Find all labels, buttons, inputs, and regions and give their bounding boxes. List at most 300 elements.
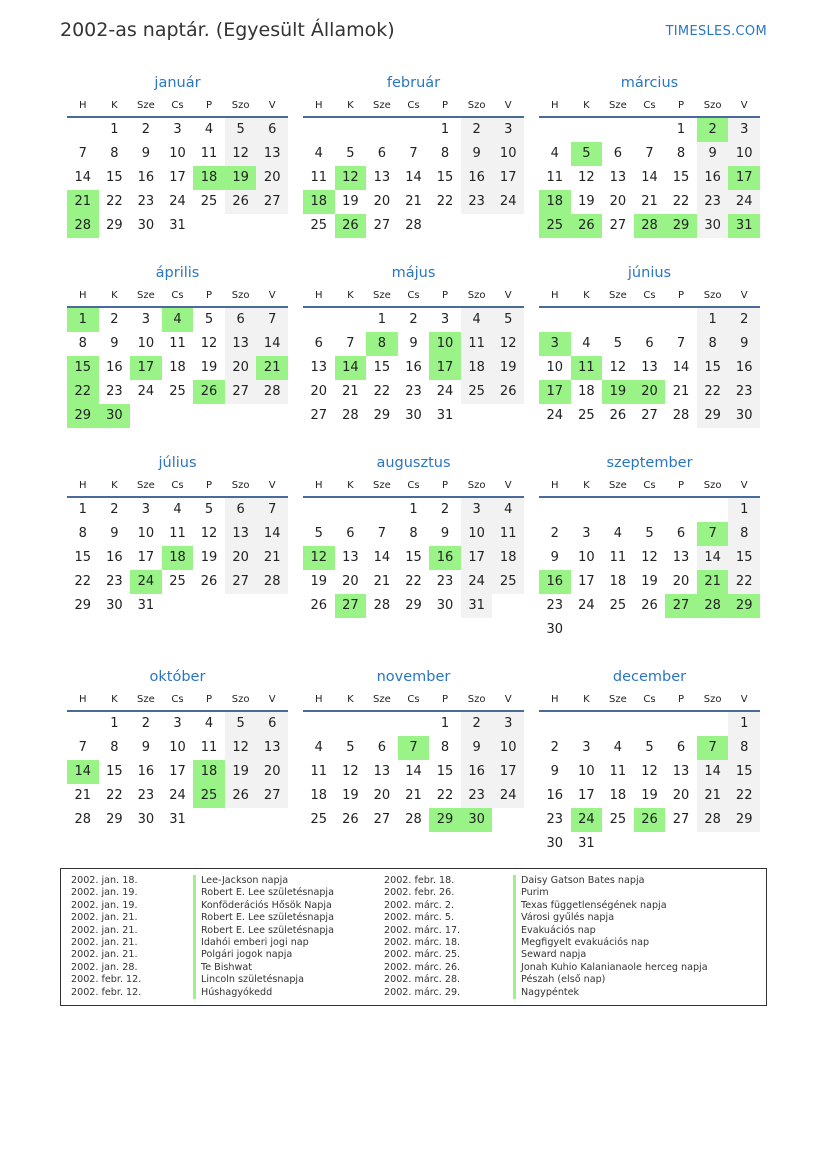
day-cell[interactable]: 16 <box>728 356 760 380</box>
day-cell[interactable]: 26 <box>492 380 524 404</box>
day-cell[interactable]: 20 <box>373 788 391 803</box>
day-cell[interactable]: 12 <box>225 736 257 760</box>
day-cell[interactable]: 9 <box>461 142 493 166</box>
day-cell[interactable]: 9 <box>728 332 760 356</box>
day-cell[interactable]: 3 <box>728 118 760 142</box>
day-cell[interactable]: 2 <box>110 312 119 327</box>
day-cell[interactable]: 14 <box>74 170 92 185</box>
day-cell[interactable]: 21 <box>256 546 288 570</box>
day-cell[interactable]: 25 <box>492 570 524 594</box>
day-cell[interactable]: 17 <box>492 760 524 784</box>
day-cell[interactable]: 19 <box>492 356 524 380</box>
day-cell[interactable]: 6 <box>225 498 257 522</box>
day-cell[interactable]: 16 <box>405 360 422 375</box>
holiday-day[interactable]: 5 <box>571 142 603 166</box>
day-cell[interactable]: 3 <box>582 740 591 755</box>
day-cell[interactable]: 5 <box>204 502 214 517</box>
holiday-day[interactable]: 17 <box>539 380 571 404</box>
holiday-day[interactable]: 29 <box>429 808 461 832</box>
holiday-day[interactable]: 19 <box>602 380 634 404</box>
day-cell[interactable]: 8 <box>676 146 686 161</box>
day-cell[interactable]: 26 <box>641 598 658 613</box>
day-cell[interactable]: 11 <box>310 170 328 185</box>
day-cell[interactable]: 14 <box>697 546 729 570</box>
day-cell[interactable]: 12 <box>609 360 627 375</box>
day-cell[interactable]: 8 <box>409 526 418 541</box>
day-cell[interactable]: 28 <box>256 380 288 404</box>
day-cell[interactable]: 24 <box>492 784 524 808</box>
day-cell[interactable]: 14 <box>373 550 391 565</box>
day-cell[interactable]: 27 <box>310 408 328 423</box>
day-cell[interactable]: 7 <box>78 146 87 161</box>
day-cell[interactable]: 8 <box>728 736 760 760</box>
holiday-day[interactable]: 18 <box>193 760 225 784</box>
day-cell[interactable]: 7 <box>78 740 87 755</box>
day-cell[interactable]: 19 <box>641 574 658 589</box>
day-cell[interactable]: 9 <box>550 764 559 779</box>
day-cell[interactable]: 21 <box>342 384 359 399</box>
day-cell[interactable]: 16 <box>461 166 493 190</box>
holiday-day[interactable]: 4 <box>162 308 194 332</box>
day-cell[interactable]: 3 <box>492 712 524 736</box>
day-cell[interactable]: 22 <box>74 574 92 589</box>
day-cell[interactable]: 27 <box>225 380 257 404</box>
day-cell[interactable]: 23 <box>106 384 123 399</box>
day-cell[interactable]: 12 <box>342 764 359 779</box>
day-cell[interactable]: 15 <box>106 764 123 779</box>
day-cell[interactable]: 21 <box>672 384 690 399</box>
holiday-day[interactable]: 26 <box>193 380 225 404</box>
day-cell[interactable]: 4 <box>582 336 591 351</box>
day-cell[interactable]: 27 <box>373 812 391 827</box>
day-cell[interactable]: 20 <box>225 546 257 570</box>
day-cell[interactable]: 4 <box>613 526 623 541</box>
day-cell[interactable]: 24 <box>546 408 564 423</box>
day-cell[interactable]: 5 <box>346 146 355 161</box>
day-cell[interactable]: 27 <box>641 408 658 423</box>
day-cell[interactable]: 15 <box>106 170 123 185</box>
day-cell[interactable]: 7 <box>256 308 288 332</box>
day-cell[interactable]: 2 <box>110 502 119 517</box>
day-cell[interactable]: 9 <box>697 142 729 166</box>
day-cell[interactable]: 3 <box>440 312 450 327</box>
day-cell[interactable]: 20 <box>256 760 288 784</box>
day-cell[interactable]: 13 <box>672 764 690 779</box>
day-cell[interactable]: 7 <box>377 526 387 541</box>
day-cell[interactable]: 22 <box>373 384 391 399</box>
holiday-day[interactable]: 17 <box>728 166 760 190</box>
holiday-day[interactable]: 16 <box>539 570 571 594</box>
day-cell[interactable]: 27 <box>609 218 627 233</box>
day-cell[interactable]: 1 <box>78 502 87 517</box>
day-cell[interactable]: 23 <box>137 194 155 209</box>
day-cell[interactable]: 13 <box>256 142 288 166</box>
day-cell[interactable]: 26 <box>609 408 627 423</box>
holiday-day[interactable]: 26 <box>335 214 367 238</box>
day-cell[interactable]: 24 <box>492 190 524 214</box>
day-cell[interactable]: 7 <box>256 498 288 522</box>
day-cell[interactable]: 30 <box>405 408 422 423</box>
day-cell[interactable]: 25 <box>461 380 493 404</box>
day-cell[interactable]: 18 <box>492 546 524 570</box>
day-cell[interactable]: 3 <box>141 502 151 517</box>
day-cell[interactable]: 26 <box>310 598 328 613</box>
day-cell[interactable]: 12 <box>200 526 218 541</box>
day-cell[interactable]: 20 <box>672 788 690 803</box>
day-cell[interactable]: 21 <box>405 788 422 803</box>
day-cell[interactable]: 25 <box>310 812 328 827</box>
day-cell[interactable]: 21 <box>641 194 658 209</box>
holiday-day[interactable]: 14 <box>67 760 99 784</box>
day-cell[interactable]: 23 <box>137 788 155 803</box>
day-cell[interactable]: 28 <box>74 812 92 827</box>
day-cell[interactable]: 18 <box>310 788 328 803</box>
day-cell[interactable]: 29 <box>373 408 391 423</box>
day-cell[interactable]: 21 <box>697 784 729 808</box>
day-cell[interactable]: 2 <box>141 716 151 731</box>
holiday-day[interactable]: 27 <box>335 594 367 618</box>
day-cell[interactable]: 27 <box>672 812 690 827</box>
holiday-day[interactable]: 28 <box>634 214 666 238</box>
day-cell[interactable]: 13 <box>225 522 257 546</box>
day-cell[interactable]: 12 <box>641 550 658 565</box>
day-cell[interactable]: 30 <box>697 214 729 238</box>
holiday-day[interactable]: 26 <box>634 808 666 832</box>
day-cell[interactable]: 28 <box>672 408 690 423</box>
day-cell[interactable]: 24 <box>137 384 155 399</box>
day-cell[interactable]: 7 <box>346 336 355 351</box>
holiday-day[interactable]: 21 <box>256 356 288 380</box>
day-cell[interactable]: 23 <box>461 784 493 808</box>
day-cell[interactable]: 28 <box>342 408 359 423</box>
holiday-day[interactable]: 28 <box>67 214 99 238</box>
holiday-day[interactable]: 31 <box>728 214 760 238</box>
day-cell[interactable]: 10 <box>546 360 564 375</box>
day-cell[interactable]: 1 <box>676 122 686 137</box>
day-cell[interactable]: 18 <box>609 788 627 803</box>
day-cell[interactable]: 20 <box>310 384 328 399</box>
day-cell[interactable]: 23 <box>461 190 493 214</box>
day-cell[interactable]: 10 <box>137 526 155 541</box>
holiday-day[interactable]: 12 <box>303 546 335 570</box>
day-cell[interactable]: 18 <box>461 356 493 380</box>
day-cell[interactable]: 26 <box>225 784 257 808</box>
day-cell[interactable]: 23 <box>106 574 123 589</box>
day-cell[interactable]: 9 <box>141 740 151 755</box>
day-cell[interactable]: 5 <box>645 526 654 541</box>
day-cell[interactable]: 31 <box>461 594 493 618</box>
day-cell[interactable]: 13 <box>225 332 257 356</box>
holiday-day[interactable]: 18 <box>162 546 194 570</box>
day-cell[interactable]: 21 <box>74 788 92 803</box>
day-cell[interactable]: 5 <box>225 712 257 736</box>
holiday-day[interactable]: 12 <box>335 166 367 190</box>
holiday-day[interactable]: 29 <box>728 594 760 618</box>
day-cell[interactable]: 13 <box>342 550 359 565</box>
day-cell[interactable]: 26 <box>342 812 359 827</box>
day-cell[interactable]: 11 <box>461 332 493 356</box>
holiday-day[interactable]: 2 <box>697 118 729 142</box>
day-cell[interactable]: 6 <box>377 740 387 755</box>
holiday-day[interactable]: 19 <box>225 166 257 190</box>
day-cell[interactable]: 10 <box>461 522 493 546</box>
holiday-day[interactable]: 17 <box>429 356 461 380</box>
day-cell[interactable]: 31 <box>578 836 595 851</box>
day-cell[interactable]: 24 <box>461 570 493 594</box>
day-cell[interactable]: 10 <box>137 336 155 351</box>
day-cell[interactable]: 9 <box>461 736 493 760</box>
day-cell[interactable]: 23 <box>546 598 564 613</box>
day-cell[interactable]: 15 <box>436 170 454 185</box>
day-cell[interactable]: 29 <box>405 598 422 613</box>
day-cell[interactable]: 24 <box>169 788 186 803</box>
holiday-day[interactable]: 16 <box>429 546 461 570</box>
day-cell[interactable]: 29 <box>697 404 729 428</box>
day-cell[interactable]: 19 <box>200 360 218 375</box>
day-cell[interactable]: 4 <box>613 740 623 755</box>
day-cell[interactable]: 8 <box>728 522 760 546</box>
holiday-day[interactable]: 18 <box>303 190 335 214</box>
day-cell[interactable]: 26 <box>200 574 218 589</box>
day-cell[interactable]: 9 <box>110 526 119 541</box>
day-cell[interactable]: 6 <box>256 712 288 736</box>
day-cell[interactable]: 17 <box>137 550 155 565</box>
day-cell[interactable]: 23 <box>728 380 760 404</box>
day-cell[interactable]: 22 <box>106 194 123 209</box>
day-cell[interactable]: 18 <box>578 384 595 399</box>
day-cell[interactable]: 2 <box>550 740 559 755</box>
holiday-day[interactable]: 1 <box>67 308 99 332</box>
day-cell[interactable]: 4 <box>204 122 214 137</box>
day-cell[interactable]: 2 <box>550 526 559 541</box>
day-cell[interactable]: 1 <box>697 308 729 332</box>
day-cell[interactable]: 5 <box>492 308 524 332</box>
day-cell[interactable]: 1 <box>440 716 450 731</box>
day-cell[interactable]: 13 <box>310 360 328 375</box>
day-cell[interactable]: 8 <box>110 146 119 161</box>
day-cell[interactable]: 27 <box>225 570 257 594</box>
day-cell[interactable]: 16 <box>106 360 123 375</box>
day-cell[interactable]: 11 <box>546 170 564 185</box>
day-cell[interactable]: 15 <box>728 760 760 784</box>
day-cell[interactable]: 29 <box>74 598 92 613</box>
day-cell[interactable]: 7 <box>676 336 686 351</box>
day-cell[interactable]: 9 <box>440 526 450 541</box>
day-cell[interactable]: 30 <box>728 404 760 428</box>
holiday-day[interactable]: 22 <box>67 380 99 404</box>
day-cell[interactable]: 17 <box>169 764 186 779</box>
day-cell[interactable]: 10 <box>728 142 760 166</box>
day-cell[interactable]: 13 <box>373 764 391 779</box>
day-cell[interactable]: 14 <box>256 332 288 356</box>
day-cell[interactable]: 10 <box>492 736 524 760</box>
holiday-day[interactable]: 17 <box>130 356 162 380</box>
day-cell[interactable]: 20 <box>256 166 288 190</box>
day-cell[interactable]: 1 <box>409 502 418 517</box>
day-cell[interactable]: 22 <box>697 380 729 404</box>
day-cell[interactable]: 12 <box>578 170 595 185</box>
day-cell[interactable]: 23 <box>697 190 729 214</box>
day-cell[interactable]: 30 <box>137 812 155 827</box>
day-cell[interactable]: 6 <box>613 146 623 161</box>
holiday-day[interactable]: 7 <box>398 736 430 760</box>
day-cell[interactable]: 3 <box>141 312 151 327</box>
day-cell[interactable]: 3 <box>173 716 182 731</box>
day-cell[interactable]: 8 <box>440 740 450 755</box>
day-cell[interactable]: 6 <box>676 740 686 755</box>
day-cell[interactable]: 2 <box>409 312 418 327</box>
day-cell[interactable]: 28 <box>405 218 422 233</box>
day-cell[interactable]: 2 <box>141 122 151 137</box>
day-cell[interactable]: 31 <box>137 598 155 613</box>
holiday-day[interactable]: 7 <box>697 522 729 546</box>
day-cell[interactable]: 13 <box>256 736 288 760</box>
day-cell[interactable]: 6 <box>346 526 355 541</box>
day-cell[interactable]: 22 <box>728 570 760 594</box>
day-cell[interactable]: 19 <box>641 788 658 803</box>
day-cell[interactable]: 23 <box>436 574 454 589</box>
day-cell[interactable]: 12 <box>492 332 524 356</box>
holiday-day[interactable]: 24 <box>571 808 603 832</box>
holiday-day[interactable]: 15 <box>67 356 99 380</box>
day-cell[interactable]: 6 <box>314 336 323 351</box>
day-cell[interactable]: 21 <box>405 194 422 209</box>
day-cell[interactable]: 25 <box>200 194 218 209</box>
day-cell[interactable]: 15 <box>697 356 729 380</box>
day-cell[interactable]: 13 <box>641 360 658 375</box>
holiday-day[interactable]: 20 <box>634 380 666 404</box>
holiday-day[interactable]: 7 <box>697 736 729 760</box>
day-cell[interactable]: 17 <box>169 170 186 185</box>
day-cell[interactable]: 5 <box>346 740 355 755</box>
day-cell[interactable]: 1 <box>110 122 119 137</box>
holiday-day[interactable]: 30 <box>99 404 131 428</box>
day-cell[interactable]: 27 <box>256 190 288 214</box>
day-cell[interactable]: 22 <box>106 788 123 803</box>
holiday-day[interactable]: 11 <box>571 356 603 380</box>
day-cell[interactable]: 17 <box>492 166 524 190</box>
holiday-day[interactable]: 14 <box>335 356 367 380</box>
day-cell[interactable]: 21 <box>373 574 391 589</box>
day-cell[interactable]: 9 <box>141 146 151 161</box>
day-cell[interactable]: 25 <box>578 408 595 423</box>
day-cell[interactable]: 22 <box>436 194 454 209</box>
day-cell[interactable]: 9 <box>550 550 559 565</box>
day-cell[interactable]: 11 <box>609 764 627 779</box>
day-cell[interactable]: 16 <box>137 764 155 779</box>
day-cell[interactable]: 8 <box>78 336 87 351</box>
day-cell[interactable]: 9 <box>110 336 119 351</box>
day-cell[interactable]: 9 <box>409 336 418 351</box>
day-cell[interactable]: 30 <box>546 836 564 851</box>
holiday-day[interactable]: 26 <box>571 214 603 238</box>
day-cell[interactable]: 8 <box>440 146 450 161</box>
day-cell[interactable]: 2 <box>728 308 760 332</box>
day-cell[interactable]: 28 <box>697 808 729 832</box>
day-cell[interactable]: 8 <box>78 526 87 541</box>
day-cell[interactable]: 5 <box>225 118 257 142</box>
day-cell[interactable]: 13 <box>373 170 391 185</box>
day-cell[interactable]: 5 <box>645 740 654 755</box>
day-cell[interactable]: 19 <box>310 574 328 589</box>
holiday-day[interactable]: 18 <box>193 166 225 190</box>
day-cell[interactable]: 20 <box>225 356 257 380</box>
day-cell[interactable]: 19 <box>342 194 359 209</box>
day-cell[interactable]: 8 <box>110 740 119 755</box>
day-cell[interactable]: 16 <box>546 788 564 803</box>
holiday-day[interactable]: 8 <box>366 332 398 356</box>
day-cell[interactable]: 11 <box>200 740 218 755</box>
day-cell[interactable]: 19 <box>578 194 595 209</box>
day-cell[interactable]: 4 <box>492 498 524 522</box>
day-cell[interactable]: 3 <box>582 526 591 541</box>
day-cell[interactable]: 15 <box>74 550 92 565</box>
day-cell[interactable]: 14 <box>405 764 422 779</box>
day-cell[interactable]: 30 <box>546 622 564 637</box>
day-cell[interactable]: 24 <box>169 194 186 209</box>
day-cell[interactable]: 14 <box>256 522 288 546</box>
day-cell[interactable]: 30 <box>106 598 123 613</box>
day-cell[interactable]: 3 <box>461 498 493 522</box>
day-cell[interactable]: 6 <box>377 146 387 161</box>
day-cell[interactable]: 27 <box>256 784 288 808</box>
day-cell[interactable]: 7 <box>645 146 654 161</box>
day-cell[interactable]: 18 <box>169 360 186 375</box>
holiday-day[interactable]: 25 <box>193 784 225 808</box>
day-cell[interactable]: 4 <box>314 146 323 161</box>
day-cell[interactable]: 20 <box>609 194 627 209</box>
day-cell[interactable]: 31 <box>169 812 186 827</box>
day-cell[interactable]: 23 <box>405 384 422 399</box>
day-cell[interactable]: 31 <box>436 408 454 423</box>
holiday-day[interactable]: 21 <box>67 190 99 214</box>
holiday-day[interactable]: 25 <box>539 214 571 238</box>
day-cell[interactable]: 16 <box>137 170 155 185</box>
day-cell[interactable]: 14 <box>405 170 422 185</box>
day-cell[interactable]: 11 <box>310 764 328 779</box>
day-cell[interactable]: 8 <box>697 332 729 356</box>
day-cell[interactable]: 6 <box>676 526 686 541</box>
day-cell[interactable]: 20 <box>373 194 391 209</box>
day-cell[interactable]: 6 <box>645 336 654 351</box>
day-cell[interactable]: 14 <box>641 170 658 185</box>
day-cell[interactable]: 16 <box>461 760 493 784</box>
day-cell[interactable]: 28 <box>373 598 391 613</box>
day-cell[interactable]: 25 <box>609 598 627 613</box>
day-cell[interactable]: 28 <box>405 812 422 827</box>
day-cell[interactable]: 30 <box>137 218 155 233</box>
day-cell[interactable]: 15 <box>436 764 454 779</box>
day-cell[interactable]: 10 <box>169 146 186 161</box>
day-cell[interactable]: 22 <box>405 574 422 589</box>
day-cell[interactable]: 1 <box>728 498 760 522</box>
day-cell[interactable]: 5 <box>613 336 623 351</box>
day-cell[interactable]: 26 <box>225 190 257 214</box>
holiday-day[interactable]: 18 <box>539 190 571 214</box>
holiday-day[interactable]: 10 <box>429 332 461 356</box>
holiday-day[interactable]: 28 <box>697 594 729 618</box>
day-cell[interactable]: 14 <box>697 760 729 784</box>
day-cell[interactable]: 5 <box>204 312 214 327</box>
day-cell[interactable]: 23 <box>546 812 564 827</box>
day-cell[interactable]: 25 <box>609 812 627 827</box>
day-cell[interactable]: 24 <box>578 598 595 613</box>
day-cell[interactable]: 6 <box>225 308 257 332</box>
day-cell[interactable]: 3 <box>492 118 524 142</box>
day-cell[interactable]: 27 <box>373 218 391 233</box>
day-cell[interactable]: 22 <box>728 784 760 808</box>
day-cell[interactable]: 17 <box>578 574 595 589</box>
